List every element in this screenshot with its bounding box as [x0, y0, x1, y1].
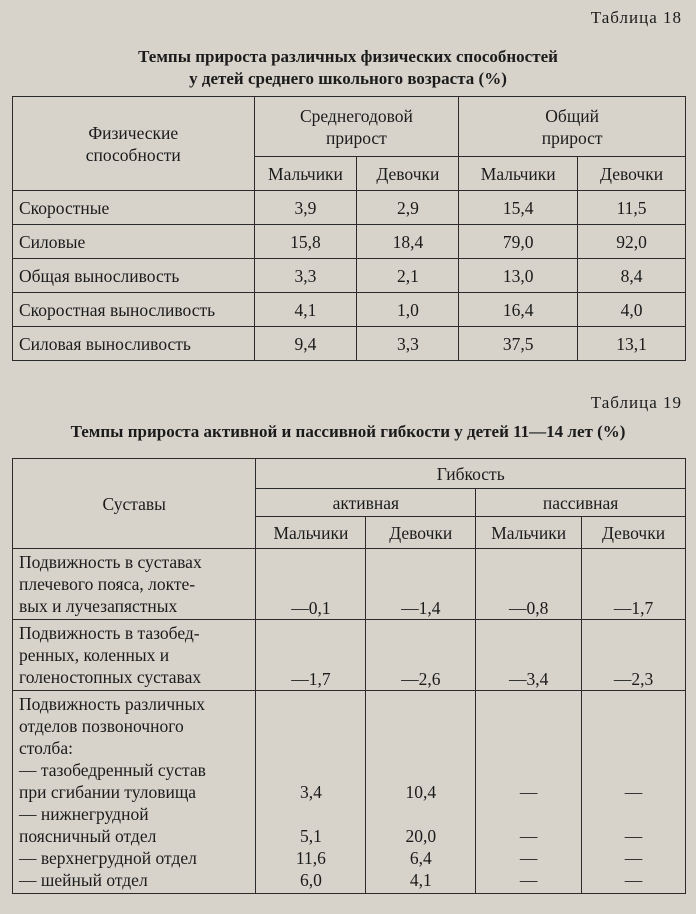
row-label-line: плечевого пояса, локте-	[19, 574, 196, 594]
cell-value: 1,0	[357, 293, 459, 327]
cell-value: —	[519, 782, 538, 802]
row-label-line: ренных, коленных и	[19, 645, 170, 665]
cell-value: 16,4	[459, 293, 578, 327]
passive-boys-header: Мальчики	[476, 517, 582, 549]
table-row	[13, 259, 686, 293]
avg-growth-header	[254, 97, 459, 157]
passive-girls-header: Девочки	[582, 517, 686, 549]
active-girls-header: Девочки	[366, 517, 476, 549]
table-19-header-row	[13, 459, 686, 489]
sub-row-label: — тазобедренный сустав	[19, 760, 206, 780]
cell-value: —3,4	[476, 620, 582, 691]
sub-row-label: — шейный отдел	[19, 870, 148, 890]
row-label-line: Подвижность в тазобед-	[19, 623, 200, 643]
cell-value: —	[519, 826, 538, 846]
row-label	[13, 620, 256, 691]
total-girls-header: Девочки	[578, 157, 686, 191]
cell-value: —1,7	[256, 620, 366, 691]
table-19-caption: Темпы прироста активной и пассивной гибкости у детей 11—14 лет (%)	[70, 422, 626, 441]
table-18-caption-line1: Темпы прироста различных физических способностей	[138, 47, 558, 66]
row-label	[13, 549, 256, 620]
flexibility-header: Гибкость	[256, 459, 686, 489]
avg-growth-line1: Среднегодовой	[299, 105, 413, 126]
cell-value: 13,0	[459, 259, 578, 293]
cell-value: —	[624, 782, 643, 802]
row-label-line: вых и лучезапястных	[19, 596, 178, 616]
table-row	[13, 191, 686, 225]
cell-value: 9,4	[254, 327, 357, 361]
row-label-line: отделов позвоночного	[19, 716, 184, 736]
row-label: Скоростные	[13, 191, 255, 225]
row-label: Общая выносливость	[13, 259, 255, 293]
cell-value: 3,4	[299, 782, 322, 802]
row-label-line: Подвижность различных	[19, 694, 206, 714]
cell-value: 4,0	[578, 293, 686, 327]
cell-value: 3,9	[254, 191, 357, 225]
sub-row-label: поясничный отдел	[19, 826, 157, 846]
cell-value: —	[624, 870, 643, 890]
cell-value: 92,0	[578, 225, 686, 259]
row-label-line: столба:	[19, 738, 73, 758]
avg-boys-header: Мальчики	[254, 157, 357, 191]
active-boys-column	[256, 691, 366, 894]
cell-value: 4,1	[254, 293, 357, 327]
table-19-label: Таблица 19	[590, 393, 682, 412]
cell-value: 20,0	[405, 826, 437, 846]
joints-header: Суставы	[13, 459, 256, 549]
avg-girls-header: Девочки	[357, 157, 459, 191]
cell-value: —	[624, 826, 643, 846]
cell-value: —0,8	[476, 549, 582, 620]
avg-growth-line2: прирост	[326, 127, 387, 148]
cell-value: 37,5	[459, 327, 578, 361]
total-growth-header	[459, 97, 686, 157]
total-boys-header: Мальчики	[459, 157, 578, 191]
sub-row-label: — верхнегрудной отдел	[19, 848, 197, 868]
cell-value: 10,4	[405, 782, 437, 802]
cell-value: —2,3	[582, 620, 686, 691]
cell-value: —0,1	[256, 549, 366, 620]
table-row	[13, 293, 686, 327]
cell-value: 11,5	[578, 191, 686, 225]
active-boys-header: Мальчики	[256, 517, 366, 549]
table-row	[13, 620, 686, 691]
cell-value: —	[519, 870, 538, 890]
row-label: Скоростная выносливость	[13, 293, 255, 327]
table-row	[13, 691, 686, 894]
cell-value: 6,0	[299, 870, 322, 890]
table-18-header-row	[13, 97, 686, 157]
passive-girls-column	[582, 691, 686, 894]
cell-value: 79,0	[459, 225, 578, 259]
total-growth-line1: Общий	[545, 105, 600, 126]
cell-value: 15,4	[459, 191, 578, 225]
cell-value: —1,4	[366, 549, 476, 620]
active-girls-column	[366, 691, 476, 894]
row-label: Силовая выносливость	[13, 327, 255, 361]
table-row	[13, 225, 686, 259]
row-label: Силовые	[13, 225, 255, 259]
cell-value: 3,3	[357, 327, 459, 361]
sub-row-label: при сгибании туловища	[19, 782, 197, 802]
cell-value: 4,1	[409, 870, 432, 890]
active-header: активная	[256, 489, 476, 517]
cell-value: 13,1	[578, 327, 686, 361]
row-label-line: голеностопных суставах	[19, 667, 202, 687]
table-19	[12, 458, 686, 894]
cell-value: 3,3	[254, 259, 357, 293]
cell-value: —2,6	[366, 620, 476, 691]
cell-value: 2,9	[357, 191, 459, 225]
cell-value: 15,8	[254, 225, 357, 259]
table-18-label: Таблица 18	[590, 8, 682, 27]
row-label	[13, 691, 256, 894]
cell-value: 8,4	[578, 259, 686, 293]
table-row	[13, 327, 686, 361]
cell-value: 5,1	[299, 826, 322, 846]
row-label-line: Подвижность в суставах	[19, 552, 202, 572]
cell-value: —	[624, 848, 643, 868]
passive-boys-column	[476, 691, 582, 894]
table-18-caption-line2: у детей среднего школьного возраста (%)	[189, 69, 507, 88]
cell-value: 6,4	[409, 848, 432, 868]
cell-value: 2,1	[357, 259, 459, 293]
total-growth-line2: прирост	[541, 127, 603, 148]
table-18	[12, 96, 686, 361]
cell-value: 18,4	[357, 225, 459, 259]
table-row	[13, 549, 686, 620]
sub-row-label: — нижнегрудной	[19, 804, 149, 824]
cell-value: 11,6	[295, 848, 326, 868]
cell-value: —1,7	[582, 549, 686, 620]
cell-value: —	[519, 848, 538, 868]
passive-header: пассивная	[476, 489, 686, 517]
abilities-header: Физические способности	[13, 97, 255, 191]
